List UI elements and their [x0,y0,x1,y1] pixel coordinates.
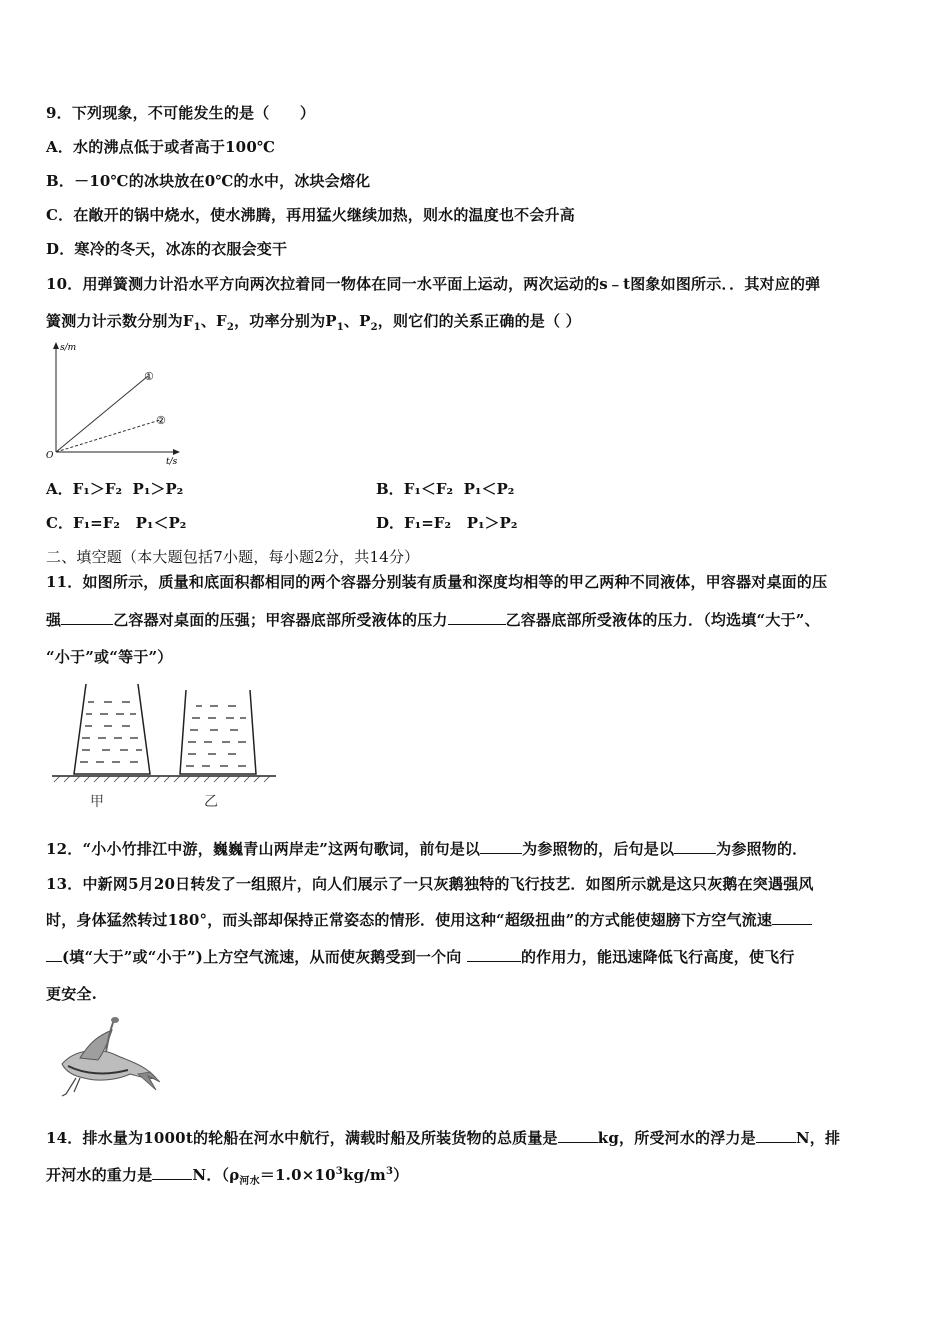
y-axis-label: s/m [60,343,77,353]
q13-line1: 13．中新网5月20日转发了一组照片，向人们展示了一只灰鹅独特的飞行技艺．如图所示就是这只灰鹅在突遇强风 [46,875,814,893]
section-2-title: 二、填空题（本大题包括7小题，每小题2分，共14分） [46,548,420,566]
q14-line1: 14．排水量为1000t的轮船在河水中航行，满载时船及所装货物的总质量是 kg，所受河水的浮力是 N，排 [46,1129,841,1147]
q12-blank-1[interactable] [480,839,522,854]
x-axis-arrow-icon [173,449,180,455]
table-hatch [54,776,270,782]
q12-line: 12．“小小竹排江中游，巍巍青山两岸走”这两句歌词，前句是以 为参照物的，后句是以 为参照物的． [46,840,808,858]
q12-blank-2[interactable] [674,839,716,854]
goose-tail [138,1072,160,1090]
q10-stem-line1: 10．用弹簧测力计沿水平方向两次拉着同一物体在同一水平面上运动，两次运动的s﹣t图象如图所示．．其对应的弹 [46,275,821,293]
q11-line1: 11．如图所示，质量和底面积都相同的两个容器分别装有质量和深度均相等的甲乙两种不同液体，甲容器对桌面的压 [46,573,828,591]
q9-stem: 9．下列现象，不可能发生的是（ ） [46,104,316,122]
goose-head [111,1017,119,1023]
q14-blank-1[interactable] [558,1128,598,1143]
origin-label: O [46,451,54,461]
line-2-label: ② [156,414,166,427]
q9-option-c: C．在敞开的锅中烧水，使水沸腾，再用猛火继续加热，则水的温度也不会升高 [46,206,575,224]
line-2 [56,420,160,452]
q10-stem-line2: 簧测力计示数分别为$F_1$、$F_2$，功率分别为$P_1$、$P_2$，则它们的关系正确的是（ ） [46,312,581,333]
q13-line2: 时，身体猛然转过180°，而头部却保持正常姿态的情形．使用这种“超级扭曲”的方式能使翅膀下方空气流速 [46,909,812,930]
q13-blank-1b[interactable] [46,947,62,962]
q13-blank-1a[interactable] [772,910,812,925]
q10-option-d: D．F₁=F₂ P₁＞P₂ [376,514,518,532]
q10-option-c: C．F₁=F₂ P₁＜P₂ [46,514,187,532]
q10-option-a: A．F₁＞F₂ P₁＞P₂ [46,480,184,498]
label-jia: 甲 [90,794,104,810]
q11-line2: 强 乙容器对桌面的压强；甲容器底部所受液体的压力 乙容器底部所受液体的压力．（均选填“大于”、 [46,611,820,629]
q13-line3: (填“大于”或“小于”)上方空气流速，从而使灰鹅受到一个向 的作用力，能迅速降低飞行高度，使飞行 [46,946,795,967]
q13-line4: 更安全. [46,985,98,1003]
liquid-yi [186,706,246,766]
goose-legs [62,1078,80,1096]
label-yi: 乙 [204,794,218,810]
q11-blank-2[interactable] [448,610,506,625]
line-1-label: ① [144,370,154,383]
q9-option-a: A．水的沸点低于或者高于100℃ [46,138,276,156]
x-axis-label: t/s [166,457,178,467]
q14-blank-3[interactable] [152,1165,192,1180]
goose-figure [54,1016,162,1102]
q11-blank-1[interactable] [61,610,113,625]
q14-line2: 开河水的重力是 N．$(\rho_{河水}=1.0\times 10^3kg/m^3)$ [46,1166,409,1187]
st-graph [44,340,184,468]
container-jia [74,684,150,774]
q14-blank-2[interactable] [756,1128,796,1143]
liquid-jia [80,702,142,762]
q13-blank-2[interactable] [467,947,521,962]
q9-option-d: D．寒冷的冬天，冰冻的衣服会变干 [46,240,288,258]
container-yi [180,690,256,774]
containers-figure [50,680,280,812]
y-axis-arrow-icon [53,342,59,349]
q11-line3: “小于”或“等于”） [46,648,173,666]
q9-option-b: B．－10℃的冰块放在0℃的水中，冰块会熔化 [46,172,371,190]
line-1 [56,376,148,452]
q10-option-b: B．F₁＜F₂ P₁＜P₂ [376,480,515,498]
